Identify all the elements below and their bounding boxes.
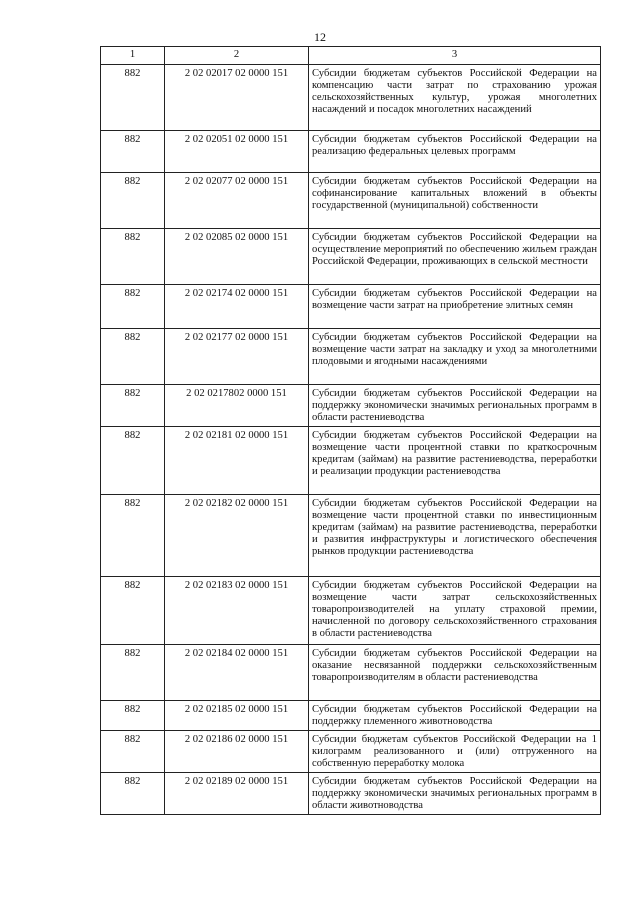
subsidy-description: Субсидии бюджетам субъектов Российской Федерации на компенсацию части затрат по страхованию урожая сельскохозяйственных культур, урожая многолетних насаждений и посадок многолетних насаждений <box>309 65 601 131</box>
budget-code-table <box>100 46 601 815</box>
budget-code: 2 02 02183 02 0000 151 <box>165 577 309 645</box>
column-header-2: 2 <box>165 47 309 65</box>
admin-code: 882 <box>101 731 165 773</box>
budget-code: 2 02 02189 02 0000 151 <box>165 773 309 815</box>
admin-code: 882 <box>101 495 165 577</box>
admin-code: 882 <box>101 701 165 731</box>
table-row <box>101 645 601 701</box>
admin-code: 882 <box>101 427 165 495</box>
admin-code: 882 <box>101 65 165 131</box>
admin-code: 882 <box>101 645 165 701</box>
budget-code: 2 02 02181 02 0000 151 <box>165 427 309 495</box>
table-row <box>101 731 601 773</box>
budget-code: 2 02 02177 02 0000 151 <box>165 329 309 385</box>
subsidy-description: Субсидии бюджетам субъектов Российской Федерации на реализацию федеральных целевых программ <box>309 131 601 173</box>
subsidy-description: Субсидии бюджетам субъектов Российской Федерации на поддержку племенного животноводства <box>309 701 601 731</box>
table-row <box>101 385 601 427</box>
table-row <box>101 577 601 645</box>
subsidy-description: Субсидии бюджетам субъектов Российской Федерации на поддержку экономически значимых региональных программ в области животноводства <box>309 773 601 815</box>
subsidy-description: Субсидии бюджетам субъектов Российской Федерации на возмещение части процентной ставки по инвестиционным кредитам (займам) на развитие растениеводства, переработки и развития инфраструктуры и логистического обеспечения рынков продукции растениеводства <box>309 495 601 577</box>
table-row <box>101 131 601 173</box>
table-row <box>101 285 601 329</box>
admin-code: 882 <box>101 385 165 427</box>
admin-code: 882 <box>101 329 165 385</box>
admin-code: 882 <box>101 229 165 285</box>
subsidy-description: Субсидии бюджетам субъектов Российской Федерации на возмещение части затрат на закладку и уход за многолетними плодовыми и ягодными насаждениями <box>309 329 601 385</box>
subsidy-description: Субсидии бюджетам субъектов Российской Федерации на софинансирование капитальных вложений в объекты государственной (муниципальной) собственности <box>309 173 601 229</box>
table-row <box>101 773 601 815</box>
subsidy-description: Субсидии бюджетам субъектов Российской Федерации на возмещение части затрат на приобретение элитных семян <box>309 285 601 329</box>
budget-code: 2 02 0217802 0000 151 <box>165 385 309 427</box>
table-row <box>101 173 601 229</box>
subsidy-description: Субсидии бюджетам субъектов Российской Федерации на возмещение части процентной ставки по краткосрочным кредитам (займам) на развитие растениеводства, переработки и реализации продукции растениеводства <box>309 427 601 495</box>
budget-code: 2 02 02184 02 0000 151 <box>165 645 309 701</box>
budget-code: 2 02 02186 02 0000 151 <box>165 731 309 773</box>
budget-code: 2 02 02017 02 0000 151 <box>165 65 309 131</box>
subsidy-description: Субсидии бюджетам субъектов Российской Федерации на поддержку экономически значимых региональных программ в области растениеводства <box>309 385 601 427</box>
table-header-row <box>101 47 601 65</box>
budget-code: 2 02 02182 02 0000 151 <box>165 495 309 577</box>
budget-code: 2 02 02051 02 0000 151 <box>165 131 309 173</box>
admin-code: 882 <box>101 131 165 173</box>
subsidy-description: Субсидии бюджетам субъектов Российской Федерации на оказание несвязанной поддержки сельскохозяйственным товаропроизводителям в области растениеводства <box>309 645 601 701</box>
table-row <box>101 229 601 285</box>
table-row <box>101 495 601 577</box>
subsidy-description: Субсидии бюджетам субъектов Российской Федерации на возмещение части затрат сельскохозяйственных товаропроизводителей на уплату страховой премии, начисленной по договору сельскохозяйственного страхования в области растениеводства <box>309 577 601 645</box>
subsidy-description: Субсидии бюджетам субъектов Российской Федерации на осуществление мероприятий по обеспечению жильем граждан Российской Федерации, проживающих в сельской местности <box>309 229 601 285</box>
column-header-3: 3 <box>309 47 601 65</box>
table-row <box>101 701 601 731</box>
column-header-1: 1 <box>101 47 165 65</box>
table-row <box>101 427 601 495</box>
admin-code: 882 <box>101 773 165 815</box>
budget-code: 2 02 02174 02 0000 151 <box>165 285 309 329</box>
admin-code: 882 <box>101 173 165 229</box>
admin-code: 882 <box>101 285 165 329</box>
table-row <box>101 65 601 131</box>
table-row <box>101 329 601 385</box>
budget-code: 2 02 02185 02 0000 151 <box>165 701 309 731</box>
budget-code: 2 02 02077 02 0000 151 <box>165 173 309 229</box>
page-number: 12 <box>314 30 326 44</box>
admin-code: 882 <box>101 577 165 645</box>
budget-code: 2 02 02085 02 0000 151 <box>165 229 309 285</box>
subsidy-description: Субсидии бюджетам субъектов Российской Федерации на 1 килограмм реализованного и (или) отгруженного на собственную переработку молока <box>309 731 601 773</box>
